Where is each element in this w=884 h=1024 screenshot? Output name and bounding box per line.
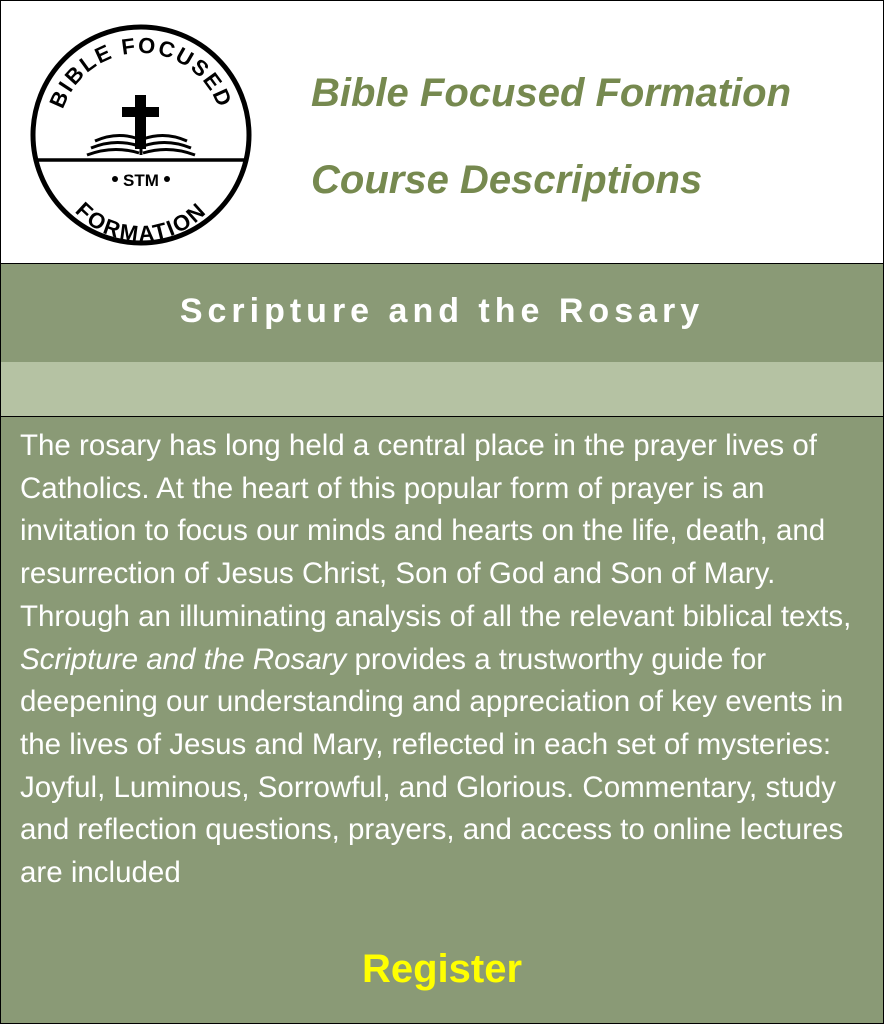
header xyxy=(1,1,883,263)
logo-top-text: BIBLE FOCUSED xyxy=(44,32,238,112)
course-title-band xyxy=(1,263,883,363)
logo-center-text: STM xyxy=(123,171,159,190)
course-title: Scripture and the Rosary xyxy=(179,292,705,330)
description-part2: provides a trustworthy guide for deepening our understanding and appreciation of key events in the lives of Jesus and Mary, reflected in each set of mysteries: Joyful, Luminous, Sorrowful, and Glorious. Commentary, study and reflection questions, prayers, and access to online lectures are included xyxy=(20,642,844,890)
page-title-line1: Bible Focused Formation xyxy=(311,71,792,115)
course-description xyxy=(20,425,870,895)
description-part1: The rosary has long held a central place in the prayer lives of Catholics. At the heart of this popular form of prayer is an invitation to focus our minds and hearts on the life, death, and resurrection of Jesus Christ, Son of God and Son of Mary. Through an illuminating analysis of all the relevant biblical texts, xyxy=(20,429,852,633)
bible-focused-formation-logo xyxy=(29,23,253,247)
register-link[interactable]: Register xyxy=(361,947,523,991)
logo-dot-left xyxy=(112,176,118,182)
description-book-title: Scripture and the Rosary xyxy=(20,642,347,676)
logo-dot-right xyxy=(164,176,170,182)
course-body xyxy=(1,417,883,1023)
page-title-line2: Course Descriptions xyxy=(311,158,703,202)
logo-bottom-text: FORMATION xyxy=(70,197,212,247)
spacer-strip xyxy=(1,362,883,417)
